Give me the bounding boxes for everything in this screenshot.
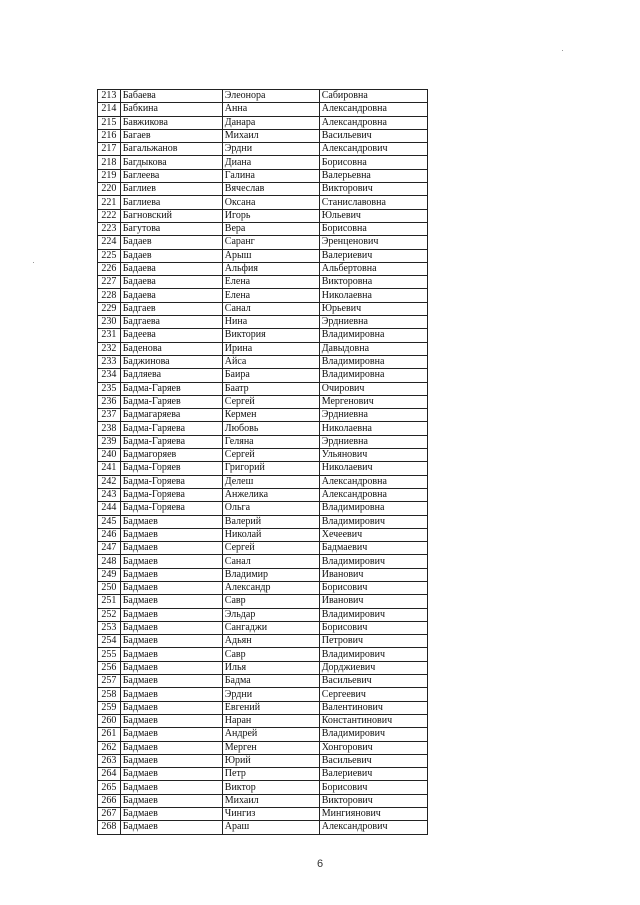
last-name-cell: Баглеева <box>120 169 222 182</box>
row-number-cell: 242 <box>98 475 121 488</box>
first-name-cell: Анжелика <box>222 488 319 501</box>
row-number-cell: 217 <box>98 143 121 156</box>
first-name-cell: Мерген <box>222 741 319 754</box>
last-name-cell: Бадма-Гаряев <box>120 382 222 395</box>
last-name-cell: Бадмаев <box>120 741 222 754</box>
patronymic-cell: Валерьевна <box>319 169 427 182</box>
row-number-cell: 258 <box>98 688 121 701</box>
first-name-cell: Елена <box>222 289 319 302</box>
row-number-cell: 220 <box>98 183 121 196</box>
row-number-cell: 265 <box>98 781 121 794</box>
last-name-cell: Бадма-Гаряева <box>120 422 222 435</box>
patronymic-cell: Валериевич <box>319 249 427 262</box>
patronymic-cell: Владимирович <box>319 608 427 621</box>
table-row <box>98 542 428 555</box>
patronymic-cell: Валентинович <box>319 701 427 714</box>
last-name-cell: Бадмагоряев <box>120 449 222 462</box>
last-name-cell: Багаев <box>120 129 222 142</box>
first-name-cell: Эрдни <box>222 688 319 701</box>
last-name-cell: Баденова <box>120 342 222 355</box>
last-name-cell: Баглиев <box>120 183 222 196</box>
last-name-cell: Бадмаев <box>120 555 222 568</box>
table-row <box>98 209 428 222</box>
first-name-cell: Савр <box>222 595 319 608</box>
table-row <box>98 342 428 355</box>
table-row <box>98 90 428 103</box>
last-name-cell: Бадмаев <box>120 754 222 767</box>
patronymic-cell: Владимировна <box>319 329 427 342</box>
last-name-cell: Бадмаев <box>120 635 222 648</box>
last-name-cell: Бадма-Горяев <box>120 462 222 475</box>
last-name-cell: Бадмаев <box>120 581 222 594</box>
row-number-cell: 221 <box>98 196 121 209</box>
last-name-cell: Баглиева <box>120 196 222 209</box>
last-name-cell: Бадмаев <box>120 608 222 621</box>
patronymic-cell: Владимировна <box>319 355 427 368</box>
first-name-cell: Эрдни <box>222 143 319 156</box>
table-row <box>98 502 428 515</box>
table-row <box>98 156 428 169</box>
last-name-cell: Бадма-Гаряев <box>120 395 222 408</box>
patronymic-cell: Хечеевич <box>319 528 427 541</box>
patronymic-cell: Бадмаевич <box>319 542 427 555</box>
patronymic-cell: Николаевна <box>319 289 427 302</box>
table-row <box>98 249 428 262</box>
table-row <box>98 449 428 462</box>
patronymic-cell: Викторович <box>319 794 427 807</box>
first-name-cell: Нина <box>222 316 319 329</box>
patronymic-cell: Сабировна <box>319 90 427 103</box>
patronymic-cell: Валериевич <box>319 768 427 781</box>
row-number-cell: 239 <box>98 435 121 448</box>
row-number-cell: 241 <box>98 462 121 475</box>
last-name-cell: Бадгаева <box>120 316 222 329</box>
row-number-cell: 230 <box>98 316 121 329</box>
row-number-cell: 227 <box>98 276 121 289</box>
row-number-cell: 232 <box>98 342 121 355</box>
patronymic-cell: Владимирович <box>319 648 427 661</box>
last-name-cell: Багальжанов <box>120 143 222 156</box>
last-name-cell: Бадгаев <box>120 302 222 315</box>
table-row <box>98 488 428 501</box>
last-name-cell: Бадмаев <box>120 675 222 688</box>
patronymic-cell: Давыдовна <box>319 342 427 355</box>
table-row <box>98 595 428 608</box>
first-name-cell: Кермен <box>222 409 319 422</box>
table-row <box>98 808 428 821</box>
patronymic-cell: Мингиянович <box>319 808 427 821</box>
row-number-cell: 257 <box>98 675 121 688</box>
row-number-cell: 261 <box>98 728 121 741</box>
table-row <box>98 648 428 661</box>
table-body <box>98 90 428 835</box>
row-number-cell: 267 <box>98 808 121 821</box>
table-row <box>98 688 428 701</box>
table-row <box>98 728 428 741</box>
patronymic-cell: Александровна <box>319 475 427 488</box>
first-name-cell: Делеш <box>222 475 319 488</box>
row-number-cell: 245 <box>98 515 121 528</box>
patronymic-cell: Александрович <box>319 143 427 156</box>
table-row <box>98 475 428 488</box>
patronymic-cell: Мергенович <box>319 395 427 408</box>
first-name-cell: Саранг <box>222 236 319 249</box>
patronymic-cell: Владимирович <box>319 555 427 568</box>
last-name-cell: Бадмаев <box>120 701 222 714</box>
first-name-cell: Диана <box>222 156 319 169</box>
row-number-cell: 262 <box>98 741 121 754</box>
row-number-cell: 224 <box>98 236 121 249</box>
last-name-cell: Бадмаев <box>120 661 222 674</box>
last-name-cell: Бадмагаряева <box>120 409 222 422</box>
patronymic-cell: Эрдниевна <box>319 316 427 329</box>
row-number-cell: 216 <box>98 129 121 142</box>
patronymic-cell: Александрович <box>319 821 427 834</box>
row-number-cell: 213 <box>98 90 121 103</box>
last-name-cell: Бадмаев <box>120 768 222 781</box>
patronymic-cell: Ульянович <box>319 449 427 462</box>
first-name-cell: Баатр <box>222 382 319 395</box>
first-name-cell: Данара <box>222 116 319 129</box>
first-name-cell: Савр <box>222 648 319 661</box>
last-name-cell: Бадаева <box>120 262 222 275</box>
table-row <box>98 143 428 156</box>
first-name-cell: Николай <box>222 528 319 541</box>
first-name-cell: Сергей <box>222 395 319 408</box>
last-name-cell: Бадмаев <box>120 648 222 661</box>
patronymic-cell: Владимировна <box>319 369 427 382</box>
row-number-cell: 240 <box>98 449 121 462</box>
row-number-cell: 229 <box>98 302 121 315</box>
table-row <box>98 435 428 448</box>
table-row <box>98 821 428 834</box>
patronymic-cell: Борисович <box>319 781 427 794</box>
last-name-cell: Бадаева <box>120 289 222 302</box>
patronymic-cell: Эренценович <box>319 236 427 249</box>
first-name-cell: Андрей <box>222 728 319 741</box>
first-name-cell: Любовь <box>222 422 319 435</box>
patronymic-cell: Иванович <box>319 595 427 608</box>
last-name-cell: Бадмаев <box>120 595 222 608</box>
last-name-cell: Бадмаев <box>120 542 222 555</box>
row-number-cell: 249 <box>98 568 121 581</box>
row-number-cell: 218 <box>98 156 121 169</box>
last-name-cell: Бадмаев <box>120 714 222 727</box>
last-name-cell: Бадмаев <box>120 781 222 794</box>
row-number-cell: 252 <box>98 608 121 621</box>
table-row <box>98 714 428 727</box>
table-row <box>98 462 428 475</box>
last-name-cell: Бадаева <box>120 276 222 289</box>
table-row <box>98 169 428 182</box>
patronymic-cell: Викторович <box>319 183 427 196</box>
last-name-cell: Бадмаев <box>120 821 222 834</box>
patronymic-cell: Борисович <box>319 581 427 594</box>
patronymic-cell: Владимировна <box>319 502 427 515</box>
patronymic-cell: Сергеевич <box>319 688 427 701</box>
last-name-cell: Бадаев <box>120 236 222 249</box>
first-name-cell: Геляна <box>222 435 319 448</box>
patronymic-cell: Очирович <box>319 382 427 395</box>
first-name-cell: Санал <box>222 302 319 315</box>
row-number-cell: 251 <box>98 595 121 608</box>
patronymic-cell: Владимирович <box>319 728 427 741</box>
last-name-cell: Багутова <box>120 222 222 235</box>
patronymic-cell: Петрович <box>319 635 427 648</box>
last-name-cell: Бадмаев <box>120 515 222 528</box>
table-row <box>98 116 428 129</box>
last-name-cell: Бадляева <box>120 369 222 382</box>
patronymic-cell: Васильевич <box>319 129 427 142</box>
patronymic-cell: Иванович <box>319 568 427 581</box>
first-name-cell: Альфия <box>222 262 319 275</box>
row-number-cell: 260 <box>98 714 121 727</box>
row-number-cell: 244 <box>98 502 121 515</box>
last-name-cell: Багновский <box>120 209 222 222</box>
table-row <box>98 635 428 648</box>
table-row <box>98 369 428 382</box>
last-name-cell: Бадмаев <box>120 621 222 634</box>
table-row <box>98 222 428 235</box>
last-name-cell: Бадеева <box>120 329 222 342</box>
first-name-cell: Сангаджи <box>222 621 319 634</box>
patronymic-cell: Дорджиевич <box>319 661 427 674</box>
first-name-cell: Петр <box>222 768 319 781</box>
first-name-cell: Григорий <box>222 462 319 475</box>
scan-speck <box>33 262 34 263</box>
patronymic-cell: Васильевич <box>319 675 427 688</box>
table-row <box>98 129 428 142</box>
first-name-cell: Александр <box>222 581 319 594</box>
patronymic-cell: Альбертовна <box>319 262 427 275</box>
row-number-cell: 231 <box>98 329 121 342</box>
patronymic-cell: Николаевна <box>319 422 427 435</box>
last-name-cell: Бадма-Горяева <box>120 488 222 501</box>
table-row <box>98 661 428 674</box>
row-number-cell: 254 <box>98 635 121 648</box>
first-name-cell: Элеонора <box>222 90 319 103</box>
row-number-cell: 223 <box>98 222 121 235</box>
patronymic-cell: Юльевич <box>319 209 427 222</box>
table-row <box>98 276 428 289</box>
row-number-cell: 234 <box>98 369 121 382</box>
first-name-cell: Араш <box>222 821 319 834</box>
table-row <box>98 528 428 541</box>
first-name-cell: Баира <box>222 369 319 382</box>
table-row <box>98 781 428 794</box>
names-table <box>97 89 428 835</box>
row-number-cell: 214 <box>98 103 121 116</box>
first-name-cell: Ольга <box>222 502 319 515</box>
last-name-cell: Бабаева <box>120 90 222 103</box>
first-name-cell: Бадма <box>222 675 319 688</box>
patronymic-cell: Николаевич <box>319 462 427 475</box>
row-number-cell: 237 <box>98 409 121 422</box>
table-row <box>98 395 428 408</box>
row-number-cell: 246 <box>98 528 121 541</box>
patronymic-cell: Александровна <box>319 103 427 116</box>
row-number-cell: 263 <box>98 754 121 767</box>
patronymic-cell: Хонгорович <box>319 741 427 754</box>
patronymic-cell: Борисович <box>319 621 427 634</box>
table-row <box>98 262 428 275</box>
row-number-cell: 215 <box>98 116 121 129</box>
first-name-cell: Айса <box>222 355 319 368</box>
table-row <box>98 741 428 754</box>
last-name-cell: Бадмаев <box>120 568 222 581</box>
first-name-cell: Чингиз <box>222 808 319 821</box>
table-row <box>98 196 428 209</box>
table-row <box>98 422 428 435</box>
row-number-cell: 228 <box>98 289 121 302</box>
table-row <box>98 515 428 528</box>
patronymic-cell: Борисовна <box>319 222 427 235</box>
last-name-cell: Бадма-Горяева <box>120 475 222 488</box>
table-row <box>98 316 428 329</box>
patronymic-cell: Юрьевич <box>319 302 427 315</box>
last-name-cell: Бадмаев <box>120 728 222 741</box>
table-row <box>98 675 428 688</box>
row-number-cell: 226 <box>98 262 121 275</box>
table-row <box>98 409 428 422</box>
patronymic-cell: Борисовна <box>319 156 427 169</box>
last-name-cell: Бадмаев <box>120 794 222 807</box>
first-name-cell: Ирина <box>222 342 319 355</box>
last-name-cell: Бадма-Горяева <box>120 502 222 515</box>
page-number: 6 <box>316 858 324 870</box>
first-name-cell: Вера <box>222 222 319 235</box>
first-name-cell: Виктор <box>222 781 319 794</box>
first-name-cell: Игорь <box>222 209 319 222</box>
table-row <box>98 555 428 568</box>
first-name-cell: Сергей <box>222 542 319 555</box>
last-name-cell: Бабкина <box>120 103 222 116</box>
patronymic-cell: Викторовна <box>319 276 427 289</box>
row-number-cell: 243 <box>98 488 121 501</box>
table-row <box>98 608 428 621</box>
row-number-cell: 250 <box>98 581 121 594</box>
last-name-cell: Бавжикова <box>120 116 222 129</box>
last-name-cell: Бадмаев <box>120 808 222 821</box>
table-row <box>98 581 428 594</box>
last-name-cell: Багдыкова <box>120 156 222 169</box>
row-number-cell: 259 <box>98 701 121 714</box>
first-name-cell: Евгений <box>222 701 319 714</box>
first-name-cell: Вячеслав <box>222 183 319 196</box>
row-number-cell: 255 <box>98 648 121 661</box>
patronymic-cell: Станиславовна <box>319 196 427 209</box>
table-row <box>98 382 428 395</box>
first-name-cell: Эльдар <box>222 608 319 621</box>
first-name-cell: Адьян <box>222 635 319 648</box>
first-name-cell: Сергей <box>222 449 319 462</box>
patronymic-cell: Эрдниевна <box>319 409 427 422</box>
patronymic-cell: Константинович <box>319 714 427 727</box>
first-name-cell: Михаил <box>222 129 319 142</box>
table-row <box>98 701 428 714</box>
table-row <box>98 754 428 767</box>
row-number-cell: 256 <box>98 661 121 674</box>
first-name-cell: Елена <box>222 276 319 289</box>
row-number-cell: 248 <box>98 555 121 568</box>
last-name-cell: Бадмаев <box>120 528 222 541</box>
first-name-cell: Арыш <box>222 249 319 262</box>
row-number-cell: 238 <box>98 422 121 435</box>
row-number-cell: 225 <box>98 249 121 262</box>
last-name-cell: Бадаев <box>120 249 222 262</box>
row-number-cell: 219 <box>98 169 121 182</box>
row-number-cell: 247 <box>98 542 121 555</box>
row-number-cell: 268 <box>98 821 121 834</box>
first-name-cell: Владимир <box>222 568 319 581</box>
first-name-cell: Наран <box>222 714 319 727</box>
first-name-cell: Анна <box>222 103 319 116</box>
patronymic-cell: Александровна <box>319 116 427 129</box>
table-row <box>98 302 428 315</box>
last-name-cell: Бадмаев <box>120 688 222 701</box>
table-row <box>98 355 428 368</box>
patronymic-cell: Александровна <box>319 488 427 501</box>
first-name-cell: Галина <box>222 169 319 182</box>
scan-speck <box>562 50 563 51</box>
first-name-cell: Санал <box>222 555 319 568</box>
table-row <box>98 236 428 249</box>
table-row <box>98 621 428 634</box>
row-number-cell: 222 <box>98 209 121 222</box>
table-row <box>98 794 428 807</box>
row-number-cell: 266 <box>98 794 121 807</box>
first-name-cell: Юрий <box>222 754 319 767</box>
patronymic-cell: Васильевич <box>319 754 427 767</box>
patronymic-cell: Владимирович <box>319 515 427 528</box>
table-row <box>98 289 428 302</box>
table-row <box>98 568 428 581</box>
row-number-cell: 264 <box>98 768 121 781</box>
row-number-cell: 233 <box>98 355 121 368</box>
last-name-cell: Бадма-Гаряева <box>120 435 222 448</box>
first-name-cell: Оксана <box>222 196 319 209</box>
first-name-cell: Илья <box>222 661 319 674</box>
table-row <box>98 329 428 342</box>
last-name-cell: Баджинова <box>120 355 222 368</box>
first-name-cell: Валерий <box>222 515 319 528</box>
first-name-cell: Виктория <box>222 329 319 342</box>
table-row <box>98 768 428 781</box>
table-row <box>98 103 428 116</box>
row-number-cell: 253 <box>98 621 121 634</box>
table-row <box>98 183 428 196</box>
row-number-cell: 235 <box>98 382 121 395</box>
patronymic-cell: Эрдниевна <box>319 435 427 448</box>
first-name-cell: Михаил <box>222 794 319 807</box>
row-number-cell: 236 <box>98 395 121 408</box>
